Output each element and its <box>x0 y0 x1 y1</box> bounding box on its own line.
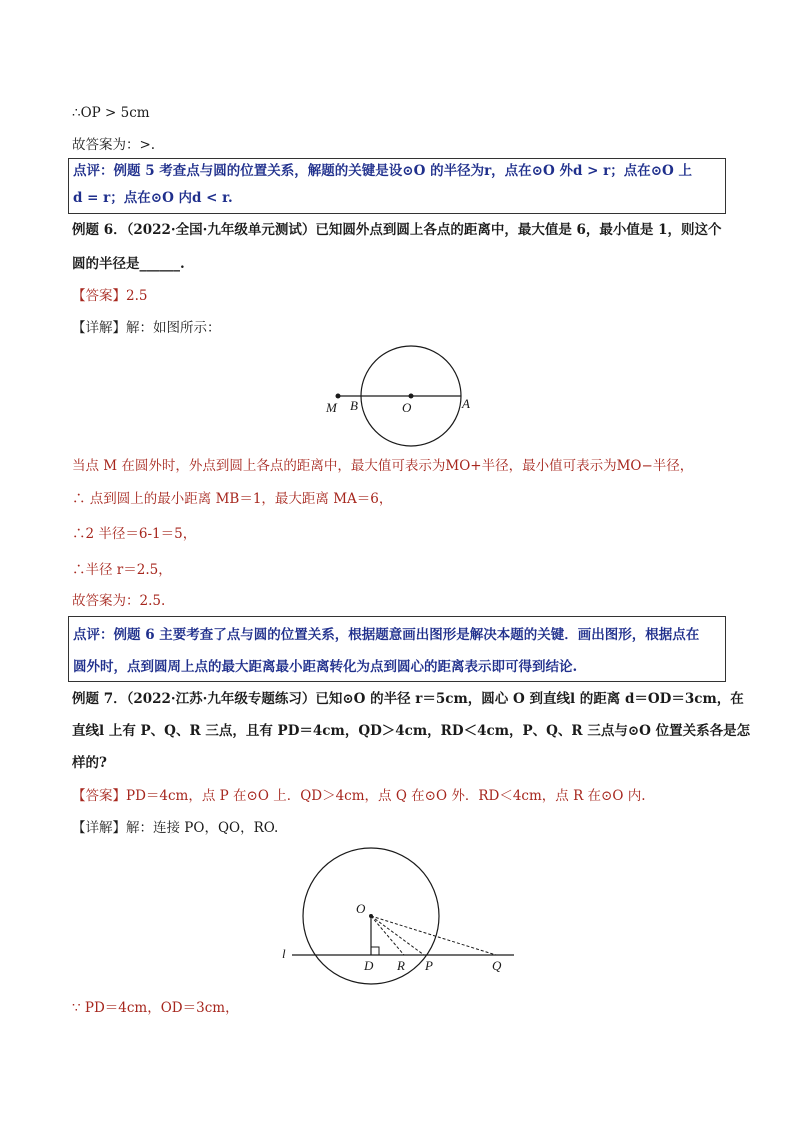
example6-solution-line5: 故答案为：2.5. <box>72 593 166 609</box>
text-answer-gt: 故答案为：>. <box>72 137 156 153</box>
point-m <box>336 394 341 399</box>
example6-solution-line2: ∴ 点到圆上的最小距离 MB＝1，最大距离 MA＝6， <box>72 491 393 507</box>
example7-question-line1: 例题 7．（2022·江苏·九年级专题练习）已知⊙O 的半径 r＝5cm，圆心 O 到直线l 的距离 d＝OD＝3cm，在 <box>72 691 744 707</box>
segment-or <box>371 916 404 955</box>
label-o: O <box>402 400 412 415</box>
example7-question-line2: 直线l 上有 P、Q、R 三点，且有 PD＝4cm，QD＞4cm，RD＜4cm，P、Q、R 三点与⊙O 位置关系各是怎 <box>72 723 751 739</box>
label-l: l <box>282 946 286 961</box>
label-m: M <box>326 400 337 415</box>
example6-detail-heading: 【详解】解：如图所示： <box>72 320 221 336</box>
figure-circle-line <box>278 842 522 988</box>
label-d: D <box>364 958 374 973</box>
review5-line2: d = r；点在⊙O 内d < r. <box>73 190 233 206</box>
example7-question-line3: 样的? <box>72 755 107 771</box>
example6-question-line1: 例题 6．（2022·全国·九年级单元测试）已知圆外点到圆上各点的距离中，最大值是 6，最小值是 1，则这个 <box>72 222 722 238</box>
example6-solution-line3: ∴2 半径＝6-1＝5， <box>72 526 197 542</box>
label-o: O <box>356 901 366 916</box>
label-p: P <box>425 958 433 973</box>
text-op-gt-5cm: ∴OP > 5cm <box>72 105 150 121</box>
point-o <box>369 914 373 918</box>
segment-oq <box>371 916 496 955</box>
review5-line1: 点评：例题 5 考查点与圆的位置关系，解题的关键是设⊙O 的半径为r，点在⊙O 外d > r；点在⊙O 上 <box>73 163 692 179</box>
right-angle-mark <box>371 947 379 955</box>
review-box-example5 <box>68 158 726 214</box>
example7-detail-heading: 【详解】解：连接 PO，QO，RO. <box>72 820 279 836</box>
example6-solution-line1: 当点 M 在圆外时，外点到圆上各点的距离中，最大值可表示为MO+半径，最小值可表示为MO−半径， <box>72 458 694 474</box>
review-box-example6 <box>68 616 726 682</box>
review6-line1: 点评：例题 6 主要考查了点与圆的位置关系，根据题意画出图形是解决本题的关键．画出图形，根据点在 <box>73 627 700 643</box>
label-b: B <box>350 398 358 413</box>
label-q: Q <box>492 958 502 973</box>
example6-solution-line4: ∴半径 r＝2.5， <box>72 562 172 578</box>
label-r: R <box>397 958 405 973</box>
point-o <box>409 394 414 399</box>
figure-circle-external-point <box>320 342 480 450</box>
review6-line2: 圆外时，点到圆周上点的最大距离最小距离转化为点到圆心的距离表示即可得到结论. <box>73 659 578 675</box>
example6-answer: 【答案】2.5 <box>72 288 148 304</box>
example7-solution-line1: ∵ PD＝4cm，OD＝3cm， <box>72 1000 239 1016</box>
example7-answer: 【答案】PD＝4cm，点 P 在⊙O 上．QD＞4cm，点 Q 在⊙O 外．RD＜4cm，点 R 在⊙O 内. <box>72 788 646 804</box>
label-a: A <box>462 396 470 411</box>
example6-question-line2: 圆的半径是______. <box>72 256 185 272</box>
